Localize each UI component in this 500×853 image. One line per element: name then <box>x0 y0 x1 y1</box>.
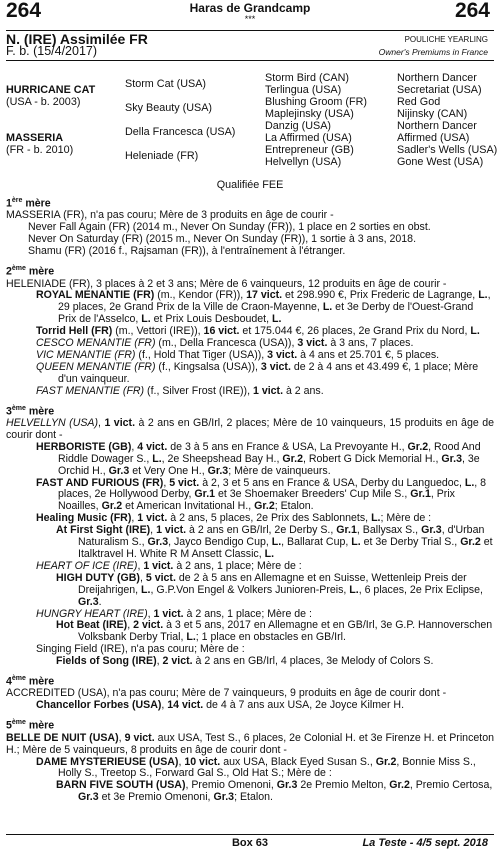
produce-entry: FAST MENANTIE (FR) (f., Silver Frost (IRE)), 1 vict. à 2 ans. <box>36 384 324 397</box>
pedigree-g3: Terlingua (USA) <box>265 84 342 96</box>
box-number: Box 63 <box>231 837 269 849</box>
pedigree-g2: Sky Beauty (USA) <box>125 102 213 114</box>
dam-heading: 1ère mère <box>6 197 51 210</box>
qualified-label: Qualifiée FEE <box>216 179 284 191</box>
pedigree-g4: Northern Dancer <box>397 120 477 132</box>
produce-entry: HIGH DUTY (GB), 5 vict. de 2 à 5 ans en Allemagne et en Suisse, Wettenleip Preis der Dreijahrigen, L., G.P.Von Engel & Volkers Junioren-Preis, L., 6 places, 2e Prix Eclipse, Gr.3. <box>56 571 483 608</box>
stud-name: Haras de Grandcamp <box>189 1 311 15</box>
produce-entry: BARN FIVE SOUTH (USA), Premio Omenoni, Gr.3 2e Premio Melton, Gr.2, Premio Certosa, Gr.3 et 3e Premio Omenoni, Gr.3; Etalon. <box>56 779 493 804</box>
produce-entry: DAME MYSTERIEUSE (USA), 10 vict. aux USA, Black Eyed Susan S., Gr.2, Bonnie Miss S., Holly S., Treetop S., Forward Gal S., Old Hat S.; Mère de : <box>36 755 476 780</box>
produce-entry: HUNGRY HEART (IRE), 1 vict. à 2 ans, 1 place; Mère de : <box>36 607 312 620</box>
produce-entry: Fields of Song (IRE), 2 vict. à 2 ans en GB/Irl, 4 places, 3e Melody of Colors S. <box>56 655 434 668</box>
horse-category: POULICHE YEARLING <box>404 35 488 44</box>
dam-heading: 3ème mère <box>6 404 55 418</box>
produce-entry: Chancellor Forbes (USA), 14 vict. de 4 à 7 ans aux USA, 2e Joyce Kilmer H. <box>36 699 405 712</box>
owner-premiums: Owner's Premiums in France <box>378 47 488 57</box>
produce-entry: CESCO MENANTIE (FR) (m., Della Francesca (USA)), 3 vict. à 3 ans, 7 places. <box>36 337 414 350</box>
produce-entry: Healing Music (FR), 1 vict. à 2 ans, 5 places, 2e Prix des Sablonnets, L.; Mère de : <box>36 512 432 525</box>
stud-stars: *** <box>244 14 256 24</box>
pedigree-sire-info: (USA - b. 2003) <box>6 96 81 108</box>
produce-entry: BELLE DE NUIT (USA), 9 vict. aux USA, Test S., 6 places, 2e Colonial H. et 3e Firenze H. et Princeton H.; Mère de 5 vainqueurs, 8 produits en âge de courir dont - <box>6 731 494 756</box>
produce-entry: VIC MENANTIE (FR) (f., Hold That Tiger (USA)), 3 vict. à 4 ans et 25.701 €, 5 places. <box>36 348 440 361</box>
produce-entry: At First Sight (IRE), 1 vict. à 2 ans en GB/Irl, 2e Derby S., Gr.1, Ballysax S., Gr.3, d'Urban Naturalism S., Gr.3, Jayco Bendigo Cup, L., Ballarat Cup, L. et 3e Derby Trial S., Gr.2 et Italktravel H. White R M Ansett Classic, L. <box>56 524 493 560</box>
pedigree-g4: Nijinsky (CAN) <box>397 108 468 120</box>
pedigree-g4: Sadler's Wells (USA) <box>397 144 498 156</box>
produce-entry: ACCREDITED (USA), n'a pas couru; Mère de 7 vainqueurs, 9 produits en âge de courir dont - <box>6 687 447 700</box>
pedigree-g4: Red God <box>397 96 441 108</box>
pedigree-g4: Northern Dancer <box>397 72 477 84</box>
produce-entry: Never Fall Again (FR) (2014 m., Never On Sunday (FR)), 1 place en 2 sorties en obst. <box>28 221 431 234</box>
produce-entry: Singing Field (IRE), n'a pas couru; Mère de : <box>36 643 245 656</box>
lot-number-right: 264 <box>454 0 490 22</box>
sale-info: La Teste - 4/5 sept. 2018 <box>362 837 488 849</box>
pedigree-dam: MASSERIA <box>6 132 63 144</box>
pedigree-g3: Danzig (USA) <box>265 120 331 132</box>
produce-entry: HELENIADE (FR), 3 places à 2 et 3 ans; Mère de 6 vainqueurs, 12 produits en âge de courir - <box>6 277 447 290</box>
produce-entry: Never On Saturday (FR) (2015 m., Never On Sunday (FR)), 1 sortie à 3 ans, 2018. <box>28 233 417 246</box>
pedigree-sire: HURRICANE CAT <box>6 84 96 96</box>
dam-heading: 5ème mère <box>6 719 55 732</box>
produce-entry: QUEEN MENANTIE (FR) (f., Kingsalsa (USA)), 3 vict. de 2 à 4 ans et 43.499 €, 1 place; Mère d'un vainqueur. <box>36 360 479 385</box>
produce-entry: ROYAL MENANTIE (FR) (m., Kendor (FR)), 17 vict. et 298.990 €, Prix Frederic de Lagrange, L., 29 places, 2e Grand Prix de la Ville de Craon-Mayenne, L. et 3e Derby de l'Ouest-Grand Prix de l'Asselco, L. et Prix Louis Desboudet, L. <box>36 289 491 326</box>
pedigree-g4: Secretariat (USA) <box>397 84 482 96</box>
pedigree-g2: Storm Cat (USA) <box>125 78 206 90</box>
produce-entry: HELVELLYN (USA), 1 vict. à 2 ans en GB/Irl, 2 places; Mère de 10 vainqueurs, 15 produits en âge de courir dont - <box>6 417 494 441</box>
produce-entry: Torrid Hell (FR) (m., Vettori (IRE)), 16 vict. et 175.044 €, 26 places, 2e Grand Prix du Nord, L. <box>36 325 480 338</box>
horse-name: N. (IRE) Assimilée FR <box>6 31 148 47</box>
footer-divider <box>6 834 494 835</box>
pedigree-g4: Gone West (USA) <box>397 156 484 168</box>
pedigree-g3: Blushing Groom (FR) <box>265 96 367 108</box>
pedigree-dam-info: (FR - b. 2010) <box>6 144 74 156</box>
produce-entry: HEART OF ICE (IRE), 1 vict. à 2 ans, 1 place; Mère de : <box>36 559 302 572</box>
pedigree-g2: Della Francesca (USA) <box>125 126 236 138</box>
dam-entry: MASSERIA (FR), n'a pas couru; Mère de 3 produits en âge de courir - <box>6 209 334 222</box>
produce-entry: FAST AND FURIOUS (FR), 5 vict. à 2, 3 et 5 ans en France & USA, Derby du Languedoc, L., 8 places, 2e Hollywood Derby, Gr.1 et 3e Shoemaker Breeders' Cup Mile S., Gr.1, Prix Noailles, Gr.2 et American Invitational H., Gr.2; Etalon. <box>36 476 487 513</box>
pedigree-divider <box>6 60 494 61</box>
pedigree-g3: Storm Bird (CAN) <box>265 72 349 84</box>
produce-entry: Hot Beat (IRE), 2 vict. à 3 et 5 ans, 2017 en Allemagne et en GB/Irl, 3e G.P. Hannoverschen Volksbank Derby Trial, L.; 1 place en obstacles en GB/Irl. <box>56 619 493 644</box>
pedigree-g3: Entrepreneur (GB) <box>265 144 354 156</box>
pedigree-g2: Heleniade (FR) <box>125 150 199 162</box>
lot-number-left: 264 <box>6 0 42 22</box>
horse-birth: F. b. (15/4/2017) <box>6 44 98 58</box>
produce-record <box>6 190 494 804</box>
pedigree-g3: La Affirmed (USA) <box>265 132 352 144</box>
dam-heading: 4ème mère <box>6 675 55 688</box>
produce-entry: Shamu (FR) (2016 f., Rajsaman (FR)), à l'entraînement à l'étranger. <box>28 245 346 258</box>
pedigree-g3: Maplejinsky (USA) <box>265 108 354 120</box>
dam-heading: 2ème mère <box>6 265 55 278</box>
pedigree-g4: Affirmed (USA) <box>397 132 470 144</box>
produce-entry: HERBORISTE (GB), 4 vict. de 3 à 5 ans en France & USA, La Prevoyante H., Gr.2, Rood And Riddle Dowager S., L., 2e Sheepshead Bay H., Gr.2, Robert G Dick Memorial H., Gr.3, 3e Orchid H., Gr.3 et Very One H., Gr.3; Mère de vainqueurs. <box>36 440 481 477</box>
pedigree-g3: Helvellyn (USA) <box>265 156 342 168</box>
